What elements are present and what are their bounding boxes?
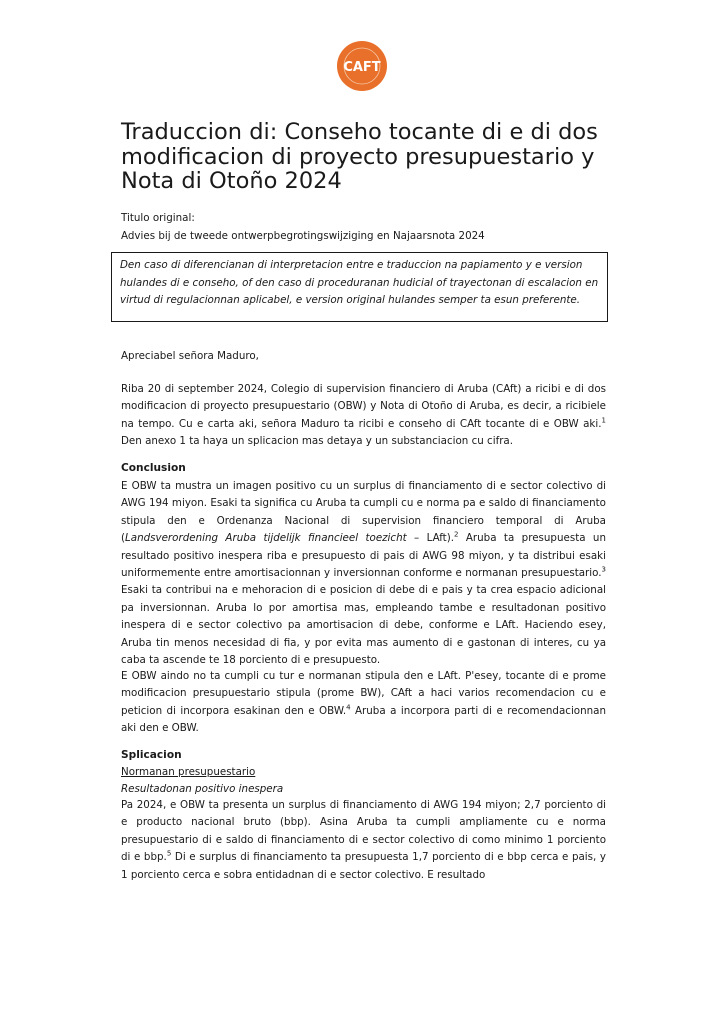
footnote-ref: 5: [166, 849, 172, 858]
footnote-ref: 3: [601, 565, 606, 574]
footnote-ref: 4: [346, 703, 351, 712]
caft-logo: [336, 40, 388, 92]
normanan-subheading: Normanan presupuestario: [121, 766, 256, 778]
original-title-value: Advies bij de tweede ontwerpbegrotingswijziging en Najaarsnota 2024: [121, 230, 485, 242]
original-title-label: Titulo original:: [121, 212, 195, 224]
splicacion-heading: Splicacion: [121, 749, 182, 761]
splicacion-paragraph: Pa 2024, e OBW ta presenta un surplus di financiamento di AWG 194 miyon; 2,7 porciento di e producto nacional bruto (bbp). Asina Aruba ta cumpli ampliamente cu e norma presupuestario di e saldo di financiamento di e sector colectivo di como minimo 1 porciento di e bbp.$^5$ Di e surplus di financiamento ta presupuesta 1,7 porciento di e bbp cerca e pais, y 1 porciento cerca e sobra entidadnan di e sector colectivo. E resultado: [121, 799, 606, 881]
document-title: Traduccion di: Conseho tocante di e di dos modificacion di proyecto presupuestario y Nota di Otoño 2024: [121, 119, 598, 194]
resultadonan-subheading: Resultadonan positivo inespera: [121, 783, 284, 795]
logo-text: CAFT: [343, 60, 381, 75]
language-notice-box: [111, 252, 608, 322]
conclusion-paragraph-2: E OBW aindo no ta cumpli cu tur e normanan stipula den e LAft. P'esey, tocante di e prome modificacion presupuestario stipula (prome BW), CAft a haci varios recomendacion cu e peticion di incorpora esakinan den e OBW.$^4$ Aruba a incorpora parti di e recomendacionnan aki den e OBW.: [121, 670, 606, 735]
footnote-ref: 2: [454, 530, 459, 539]
salutation: Apreciabel señora Maduro,: [121, 350, 259, 362]
intro-paragraph: Riba 20 di september 2024, Colegio di supervision financiero di Aruba (CAft) a ricibi e di dos modificacion di proyecto presupuestario (OBW) y Nota di Otoño di Aruba, es decir, a ricibiele na tempo. Cu e carta aki, señora Maduro ta ricibi e conseho di CAft tocante di e OBW aki.$^1$ Den anexo 1 ta haya un splicacion mas detaya y un substanciacion cu cifra.: [121, 383, 606, 448]
conclusion-heading: Conclusion: [121, 462, 186, 474]
footnote-ref: 1: [601, 416, 606, 425]
language-notice-text: Den caso di diferencianan di interpretacion entre e traduccion na papiamento y e version hulandes di e conseho, of den caso di proceduranan hudicial of trayectonan di escalacion en virtud di regulacionnan aplicabel, e version original hulandes semper ta esun preferente.: [120, 259, 599, 306]
conclusion-paragraph-1: E OBW ta mustra un imagen positivo cu un surplus di financiamento di e sector colectivo di AWG 194 miyon. Esaki ta significa cu Aruba ta cumpli cu e norma pa e saldo di financiamento stipula den e Ordenanza Nacional di supervision financiero temporal di Aruba (Landsverordening Aruba tijdelijk financieel toezicht – LAft).$^2$ Aruba ta presupuesta un resultado positivo inespera riba e presupuesto di pais di AWG 98 miyon, y ta distribui esaki uniformemente entre amortisacionnan y inversionnan conforme e normanan presupuestario.$^3$ Esaki ta contribui na e mehoracion di e posicion di debe di e pais y ta crea espacio adicional pa inversionnan. Aruba lo por amortisa mas, empleando tambe e resultadonan positivo inespera di e sector colectivo pa amortisacion di debe, conforme e LAft. Haciendo esey, Aruba tin menos necesidad di fia, y por evita mas aumento di e gastonan di interes, cu ya caba ta ascende te 18 porciento di e presupuesto.: [121, 480, 606, 667]
